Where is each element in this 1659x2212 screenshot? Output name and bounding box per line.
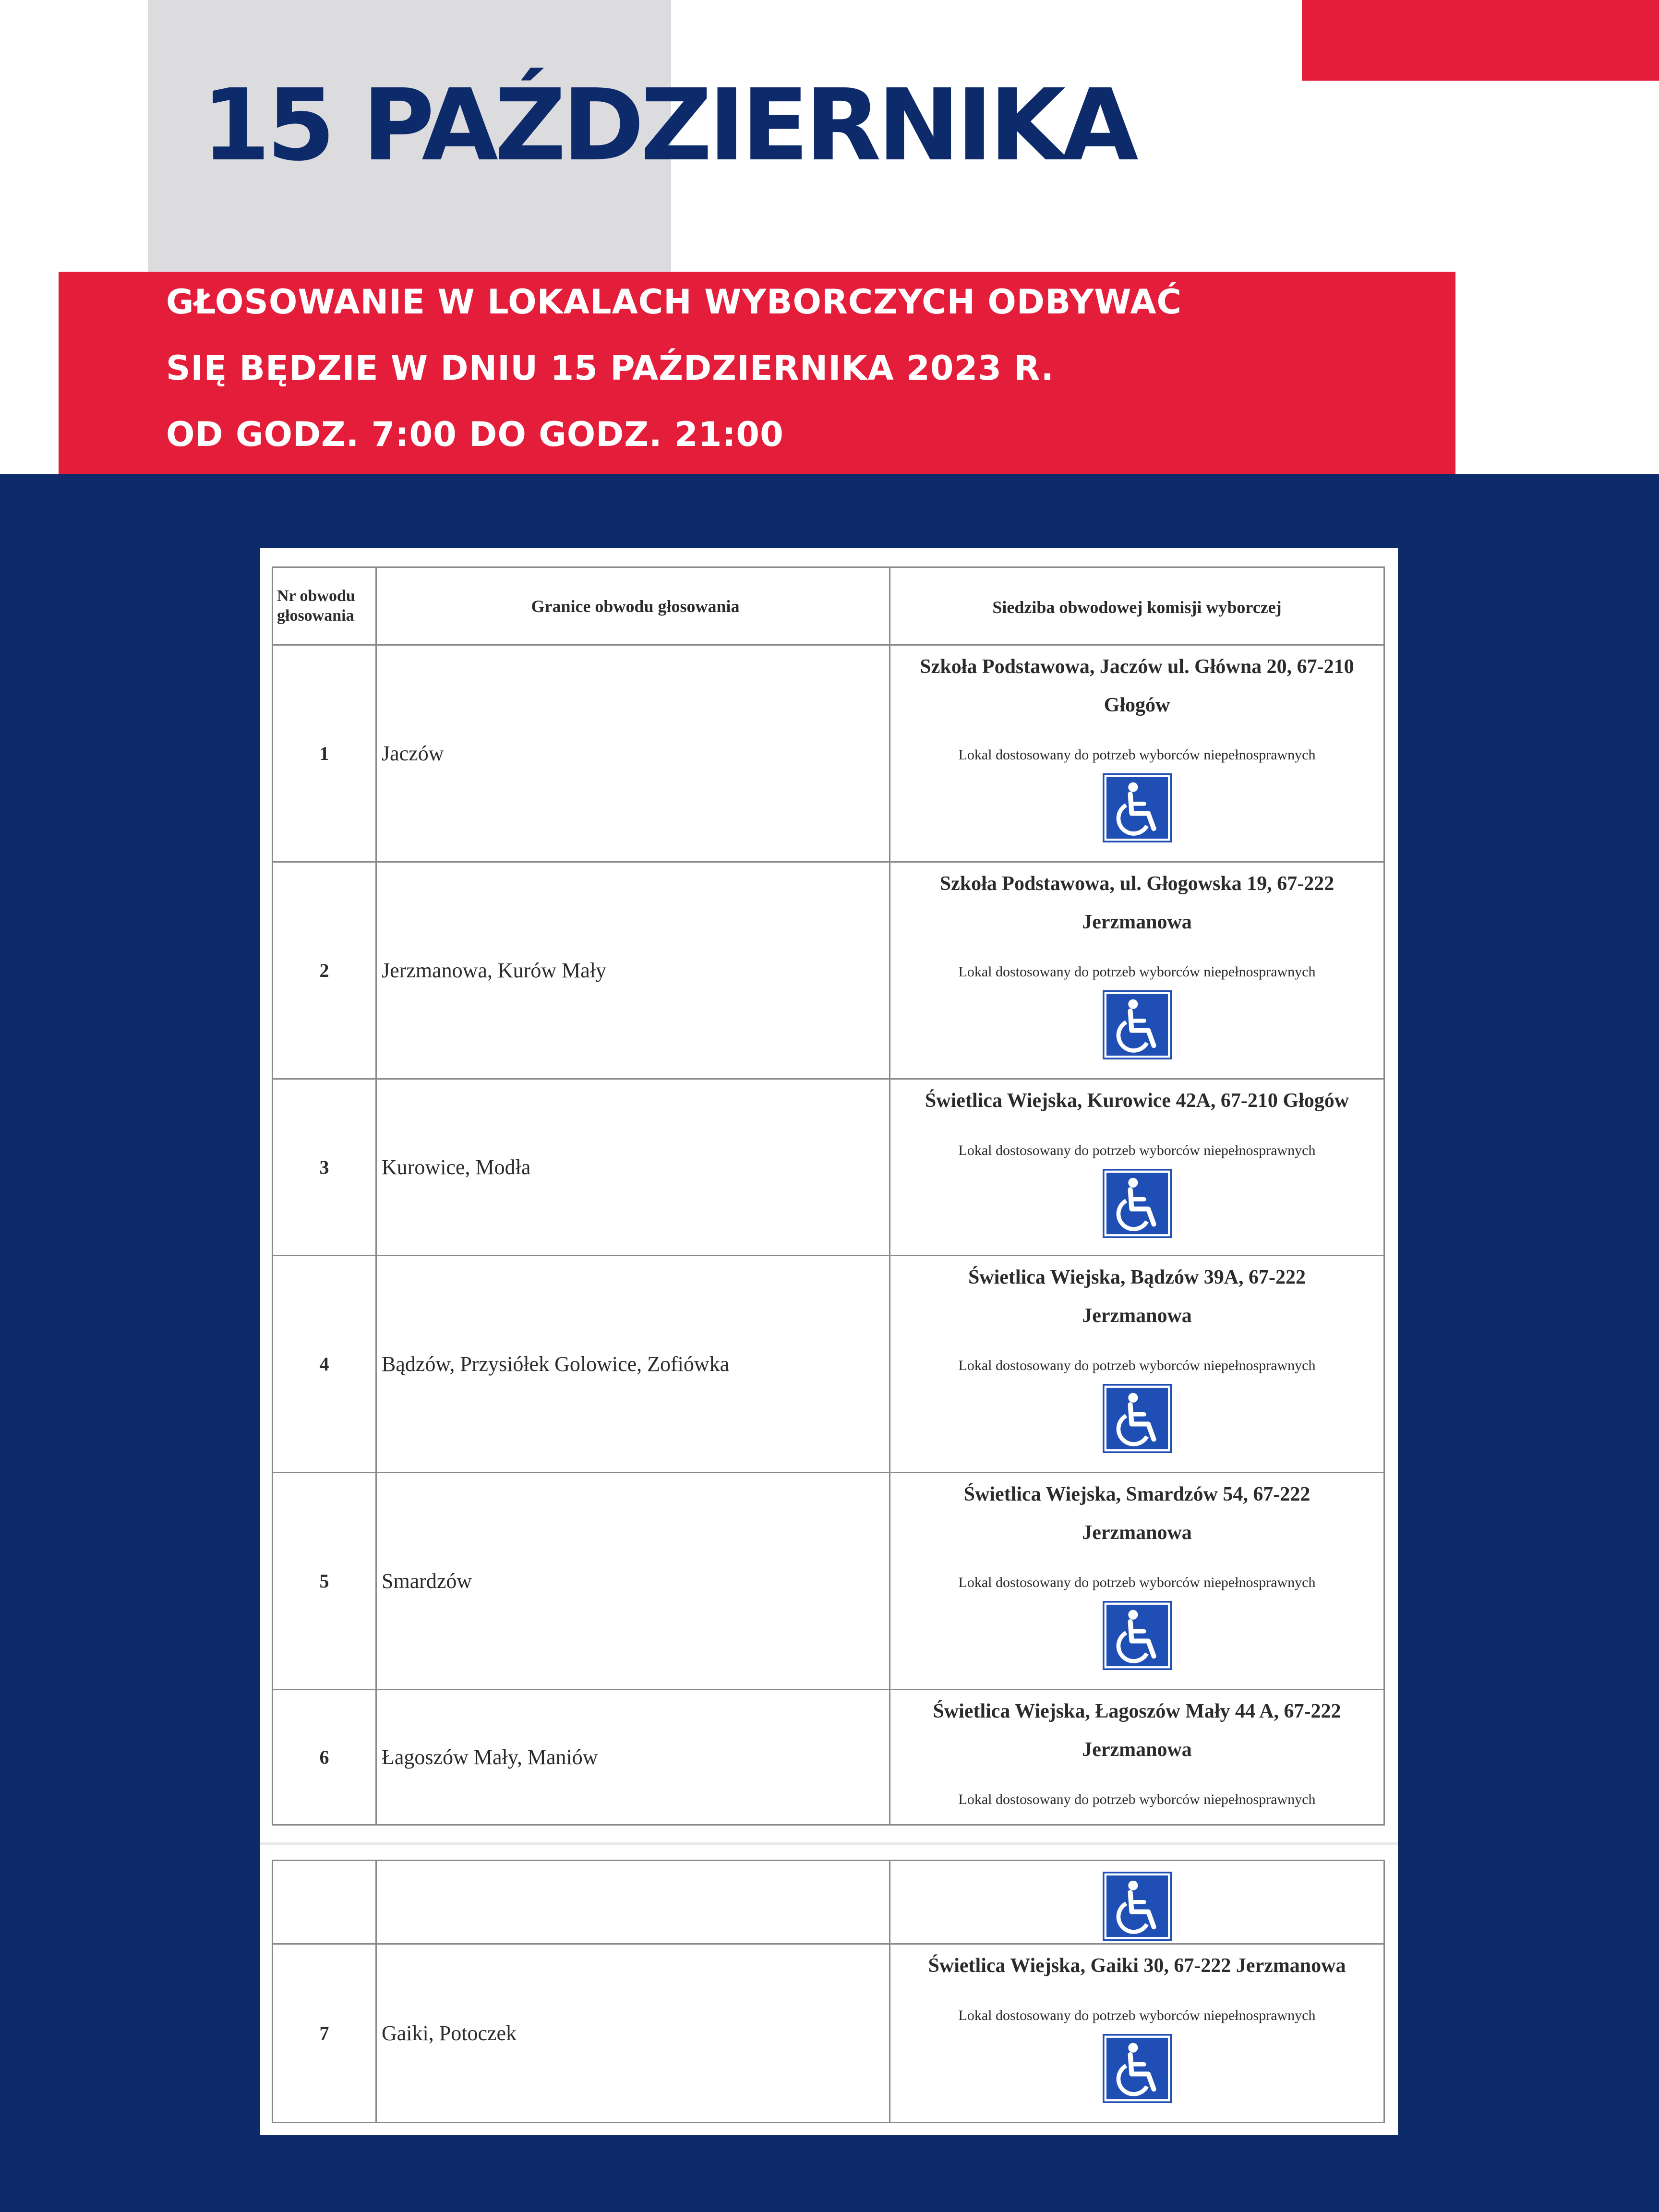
row-seat bbox=[890, 1473, 1384, 1690]
row-area: Łagoszów Mały, Maniów bbox=[376, 1690, 890, 1825]
wheelchair-icon bbox=[1103, 1601, 1172, 1670]
accessibility-note: Lokal dostosowany do potrzeb wyborców niepełnosprawnych bbox=[958, 747, 1316, 763]
seat-name-line2: Głogów bbox=[1104, 694, 1170, 716]
row-area: Smardzów bbox=[376, 1473, 890, 1690]
accessibility-note: Lokal dostosowany do potrzeb wyborców niepełnosprawnych bbox=[958, 1358, 1316, 1373]
wheelchair-icon bbox=[1103, 1384, 1172, 1453]
seat-name-line1: Świetlica Wiejska, Smardzów 54, 67-222 bbox=[963, 1483, 1310, 1505]
polling-stations-table-continued bbox=[272, 1860, 1385, 2123]
row-number: 7 bbox=[273, 1944, 376, 2123]
row-number: 1 bbox=[273, 645, 376, 862]
table-row bbox=[273, 1690, 1384, 1825]
row-seat bbox=[890, 1256, 1384, 1473]
row-area: Gaiki, Potoczek bbox=[376, 1944, 890, 2123]
accessibility-note: Lokal dostosowany do potrzeb wyborców niepełnosprawnych bbox=[958, 1791, 1316, 1807]
header-area: Granice obwodu głosowania bbox=[376, 567, 890, 645]
wheelchair-icon bbox=[1103, 773, 1172, 842]
row-number: 4 bbox=[273, 1256, 376, 1473]
table-row bbox=[273, 1861, 1384, 1944]
seat-name-line2: Jerzmanowa bbox=[1082, 911, 1192, 933]
table-body bbox=[273, 645, 1384, 1825]
row-area: Kurowice, Modła bbox=[376, 1079, 890, 1256]
page-divider bbox=[260, 1842, 1398, 1845]
row-seat bbox=[890, 645, 1384, 862]
seat-name-line1: Szkoła Podstawowa, ul. Głogowska 19, 67-222 bbox=[939, 873, 1334, 895]
seat-name-line2: Jerzmanowa bbox=[1082, 1305, 1192, 1327]
row-seat bbox=[890, 1079, 1384, 1256]
seat-name-line1: Szkoła Podstawowa, Jaczów ul. Główna 20, 67-210 bbox=[920, 656, 1354, 678]
table-row bbox=[273, 1256, 1384, 1473]
row-area: Jaczów bbox=[376, 645, 890, 862]
row-number bbox=[273, 1861, 376, 1944]
table-row bbox=[273, 862, 1384, 1079]
table-row bbox=[273, 1079, 1384, 1256]
seat-name-line1: Świetlica Wiejska, Bądzów 39A, 67-222 bbox=[968, 1266, 1306, 1288]
row-number: 6 bbox=[273, 1690, 376, 1825]
row-number: 5 bbox=[273, 1473, 376, 1690]
date-heading: 15 PAŹDZIERNIKA bbox=[202, 68, 1135, 183]
red-corner-block bbox=[1302, 0, 1659, 81]
table-body-continued bbox=[273, 1861, 1384, 2123]
accessibility-note: Lokal dostosowany do potrzeb wyborców niepełnosprawnych bbox=[958, 2008, 1316, 2023]
row-number: 2 bbox=[273, 862, 376, 1079]
row-area: Jerzmanowa, Kurów Mały bbox=[376, 862, 890, 1079]
banner-line-3: OD GODZ. 7:00 DO GODZ. 21:00 bbox=[166, 415, 784, 454]
header-seat: Siedziba obwodowej komisji wyborczej bbox=[890, 567, 1384, 645]
seat-name-line1: Świetlica Wiejska, Kurowice 42A, 67-210 Głogów bbox=[925, 1090, 1349, 1112]
banner-line-1: GŁOSOWANIE W LOKALACH WYBORCZYCH ODBYWAĆ bbox=[166, 282, 1182, 322]
accessibility-note: Lokal dostosowany do potrzeb wyborców niepełnosprawnych bbox=[958, 964, 1316, 980]
wheelchair-icon bbox=[1103, 2034, 1172, 2103]
row-area bbox=[376, 1861, 890, 1944]
table-row bbox=[273, 645, 1384, 862]
row-seat bbox=[890, 1944, 1384, 2123]
banner-line-2: SIĘ BĘDZIE W DNIU 15 PAŹDZIERNIKA 2023 R. bbox=[166, 349, 1055, 388]
table-row bbox=[273, 1473, 1384, 1690]
seat-name-line2: Jerzmanowa bbox=[1082, 1739, 1192, 1761]
row-seat bbox=[890, 862, 1384, 1079]
table-header-row bbox=[273, 567, 1384, 645]
accessibility-note: Lokal dostosowany do potrzeb wyborców niepełnosprawnych bbox=[958, 1142, 1316, 1158]
row-seat bbox=[890, 1690, 1384, 1825]
row-area: Bądzów, Przysiółek Golowice, Zofiówka bbox=[376, 1256, 890, 1473]
seat-name-line1: Świetlica Wiejska, Gaiki 30, 67-222 Jerzmanowa bbox=[928, 1955, 1346, 1977]
info-banner bbox=[59, 272, 1455, 474]
polling-stations-table bbox=[272, 566, 1385, 1826]
row-number: 3 bbox=[273, 1079, 376, 1256]
header-nr: Nr obwodu głosowania bbox=[273, 567, 376, 645]
wheelchair-icon bbox=[1103, 1169, 1172, 1238]
table-row bbox=[273, 1944, 1384, 2123]
wheelchair-icon bbox=[1103, 1872, 1172, 1941]
wheelchair-icon bbox=[1103, 990, 1172, 1059]
row-seat bbox=[890, 1861, 1384, 1944]
accessibility-note: Lokal dostosowany do potrzeb wyborców niepełnosprawnych bbox=[958, 1575, 1316, 1590]
seat-name-line2: Jerzmanowa bbox=[1082, 1522, 1192, 1544]
polling-stations-document bbox=[260, 548, 1398, 2135]
seat-name-line1: Świetlica Wiejska, Łagoszów Mały 44 A, 67-222 bbox=[933, 1700, 1341, 1722]
